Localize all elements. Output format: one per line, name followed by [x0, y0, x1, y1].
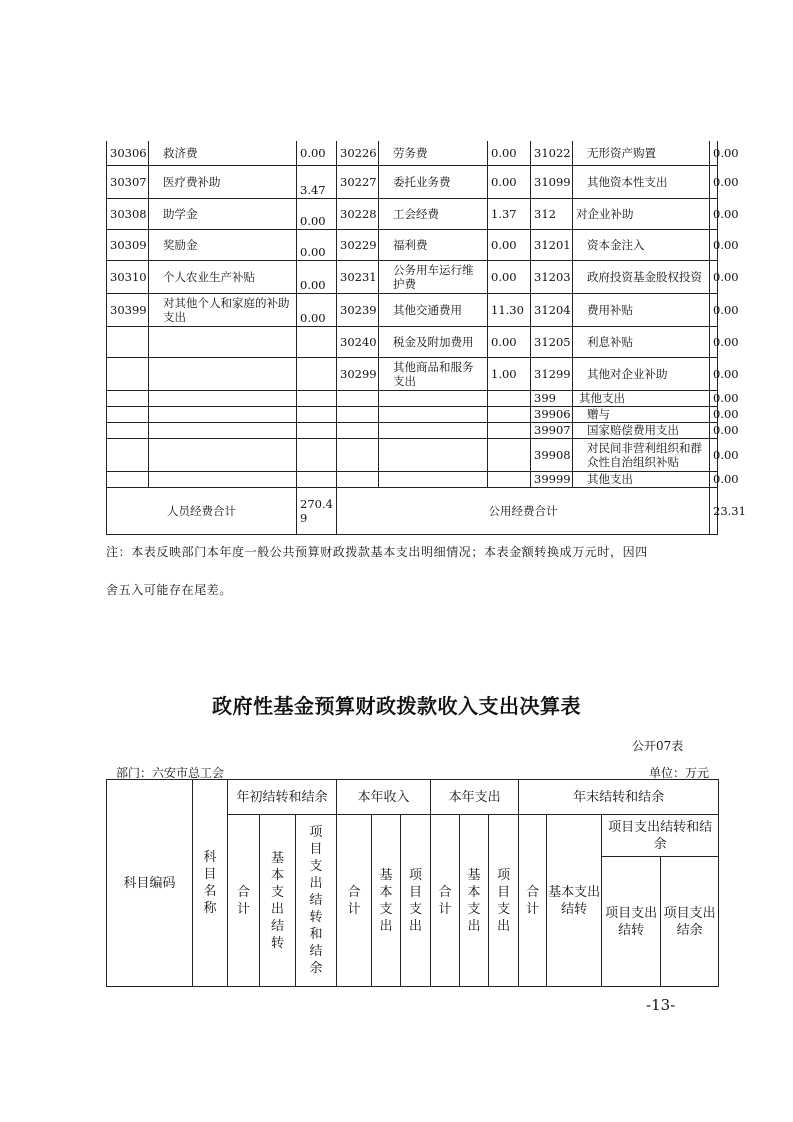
value-cell: 0.00 [710, 326, 718, 357]
name-cell: 其他对企业补助 [573, 357, 710, 390]
code-cell [107, 390, 149, 406]
code-cell: 30299 [337, 357, 379, 390]
name-cell: 其他资本性支出 [573, 165, 710, 198]
value-cell: 0.00 [710, 141, 718, 165]
table-row [107, 141, 718, 165]
header-expense-total: 合 计 [431, 815, 460, 987]
value-cell [297, 422, 337, 438]
name-cell: 对企业补助 [573, 198, 710, 229]
code-cell [107, 438, 149, 471]
name-cell: 对民间非营利组织和群众性自治组织补贴 [573, 438, 710, 471]
value-cell: 0.00 [297, 198, 337, 229]
name-cell: 劳务费 [379, 141, 488, 165]
name-cell: 其他支出 [573, 471, 710, 487]
code-cell: 31201 [531, 229, 573, 260]
code-cell [107, 422, 149, 438]
value-cell [297, 326, 337, 357]
code-cell: 39906 [531, 406, 573, 422]
header-expense-project: 项 目 支 出 [489, 815, 519, 987]
value-cell: 0.00 [710, 438, 718, 471]
code-cell: 31022 [531, 141, 573, 165]
name-cell [379, 471, 488, 487]
name-cell: 国家赔偿费用支出 [573, 422, 710, 438]
code-cell [337, 438, 379, 471]
header-closing-balance: 年末结转和结余 [519, 780, 719, 815]
code-cell [337, 422, 379, 438]
header-subject-code: 科目编码 [107, 780, 193, 987]
name-cell: 奖励金 [149, 229, 297, 260]
name-cell: 赠与 [573, 406, 710, 422]
code-cell: 30239 [337, 293, 379, 326]
name-cell: 助学金 [149, 198, 297, 229]
code-cell [337, 471, 379, 487]
table-row [107, 390, 718, 406]
value-cell: 0.00 [710, 357, 718, 390]
header-income-total: 合 计 [337, 815, 372, 987]
name-cell [149, 471, 297, 487]
code-cell: 39907 [531, 422, 573, 438]
value-cell: 1.37 [488, 198, 531, 229]
value-cell [488, 422, 531, 438]
name-cell: 税金及附加费用 [379, 326, 488, 357]
value-cell: 0.00 [297, 141, 337, 165]
code-cell [107, 357, 149, 390]
code-cell: 30310 [107, 260, 149, 293]
table-row [107, 357, 718, 390]
value-cell: 1.00 [488, 357, 531, 390]
code-cell [337, 406, 379, 422]
header-closing-total: 合 计 [519, 815, 547, 987]
name-cell [149, 357, 297, 390]
value-cell [297, 471, 337, 487]
document-title: 政府性基金预算财政拨款收入支出决算表 [212, 694, 581, 718]
value-cell: 0.00 [297, 260, 337, 293]
header-current-expense: 本年支出 [431, 780, 519, 815]
value-cell: 0.00 [488, 165, 531, 198]
personnel-total-label: 人员经费合计 [107, 487, 297, 534]
code-cell [337, 390, 379, 406]
value-cell [297, 390, 337, 406]
value-cell: 0.00 [710, 229, 718, 260]
name-cell [149, 326, 297, 357]
code-cell [107, 471, 149, 487]
name-cell [149, 390, 297, 406]
name-cell: 资本金注入 [573, 229, 710, 260]
code-cell [107, 326, 149, 357]
page-number: -13- [646, 996, 676, 1014]
table-row [107, 326, 718, 357]
value-cell: 3.47 [297, 165, 337, 198]
header-income-project: 项 目 支 出 [401, 815, 431, 987]
table-row [107, 229, 718, 260]
name-cell: 其他交通费用 [379, 293, 488, 326]
code-cell: 31204 [531, 293, 573, 326]
name-cell: 救济费 [149, 141, 297, 165]
unit-label: 单位：万元 [649, 766, 710, 780]
name-cell: 对其他个人和家庭的补助支出 [149, 293, 297, 326]
name-cell: 其他支出 [573, 390, 710, 406]
value-cell [488, 406, 531, 422]
code-cell: 31205 [531, 326, 573, 357]
name-cell: 政府投资基金股权投资 [573, 260, 710, 293]
code-cell: 39999 [531, 471, 573, 487]
name-cell: 医疗费补助 [149, 165, 297, 198]
name-cell [379, 390, 488, 406]
table-row [107, 165, 718, 198]
table-row [107, 471, 718, 487]
table-row [107, 260, 718, 293]
code-cell: 30231 [337, 260, 379, 293]
name-cell: 费用补贴 [573, 293, 710, 326]
value-cell [488, 471, 531, 487]
code-cell: 30228 [337, 198, 379, 229]
header-opening-basic: 基 本 支 出 结 转 [260, 815, 296, 987]
government-fund-table [106, 779, 719, 987]
table-row [107, 422, 718, 438]
code-cell: 39908 [531, 438, 573, 471]
code-cell: 30229 [337, 229, 379, 260]
table-number: 公开07表 [632, 739, 684, 753]
code-cell [107, 406, 149, 422]
header-subject-name: 科 目 名 称 [193, 780, 228, 987]
name-cell [149, 406, 297, 422]
name-cell: 公务用车运行维护费 [379, 260, 488, 293]
department-label: 部门：六安市总工会 [116, 766, 225, 780]
table-note-line1: 注：本表反映部门本年度一般公共预算财政拨款基本支出明细情况；本表金额转换成万元时，因四 [106, 545, 648, 559]
code-cell: 312 [531, 198, 573, 229]
name-cell: 无形资产购置 [573, 141, 710, 165]
code-cell: 30307 [107, 165, 149, 198]
header-opening-balance: 年初结转和结余 [228, 780, 337, 815]
header-project-balance: 项目支出结余 [661, 857, 719, 987]
value-cell: 0.00 [710, 471, 718, 487]
value-cell [488, 390, 531, 406]
name-cell: 工会经费 [379, 198, 488, 229]
name-cell [379, 422, 488, 438]
code-cell: 30306 [107, 141, 149, 165]
table-row [107, 438, 718, 471]
value-cell: 0.00 [710, 165, 718, 198]
table-note-line2: 舍五入可能存在尾差。 [106, 583, 233, 597]
code-cell: 30309 [107, 229, 149, 260]
code-cell: 30226 [337, 141, 379, 165]
value-cell: 0.00 [488, 229, 531, 260]
name-cell: 其他商品和服务支出 [379, 357, 488, 390]
code-cell: 31203 [531, 260, 573, 293]
name-cell [149, 438, 297, 471]
value-cell [297, 438, 337, 471]
name-cell [149, 422, 297, 438]
code-cell: 399 [531, 390, 573, 406]
header-expense-basic: 基 本 支 出 [460, 815, 489, 987]
value-cell: 0.00 [488, 260, 531, 293]
value-cell [297, 406, 337, 422]
value-cell: 0.00 [488, 141, 531, 165]
value-cell: 0.00 [710, 198, 718, 229]
code-cell: 30308 [107, 198, 149, 229]
header-closing-basic: 基本支出结转 [547, 815, 602, 987]
value-cell: 0.00 [297, 293, 337, 326]
value-cell: 0.00 [710, 406, 718, 422]
table-row [107, 406, 718, 422]
value-cell: 0.00 [710, 390, 718, 406]
value-cell: 11.30 [488, 293, 531, 326]
code-cell: 31299 [531, 357, 573, 390]
code-cell: 30240 [337, 326, 379, 357]
value-cell: 0.00 [710, 422, 718, 438]
public-total-value: 23.31 [710, 487, 718, 534]
personnel-total-value: 270.49 [297, 487, 337, 534]
code-cell: 30227 [337, 165, 379, 198]
name-cell [379, 406, 488, 422]
code-cell: 30399 [107, 293, 149, 326]
basic-expense-detail-table [106, 141, 746, 535]
value-cell: 0.00 [710, 293, 718, 326]
header-opening-total: 合 计 [228, 815, 260, 987]
value-cell: 0.00 [297, 229, 337, 260]
value-cell [297, 357, 337, 390]
header-opening-project: 项 目 支 出 结 转 和 结 余 [296, 815, 337, 987]
value-cell [488, 438, 531, 471]
name-cell: 福利费 [379, 229, 488, 260]
name-cell: 个人农业生产补贴 [149, 260, 297, 293]
table-row [107, 293, 718, 326]
value-cell: 0.00 [488, 326, 531, 357]
name-cell: 委托业务费 [379, 165, 488, 198]
public-total-label: 公用经费合计 [337, 487, 710, 534]
header-income-basic: 基 本 支 出 [372, 815, 401, 987]
name-cell: 利息补贴 [573, 326, 710, 357]
code-cell: 31099 [531, 165, 573, 198]
header-current-income: 本年收入 [337, 780, 431, 815]
table-row [107, 198, 718, 229]
value-cell: 0.00 [710, 260, 718, 293]
header-project-carryover: 项目支出结转 [602, 857, 661, 987]
name-cell [379, 438, 488, 471]
totals-row [107, 487, 718, 534]
header-closing-project: 项目支出结转和结余 [602, 815, 719, 857]
